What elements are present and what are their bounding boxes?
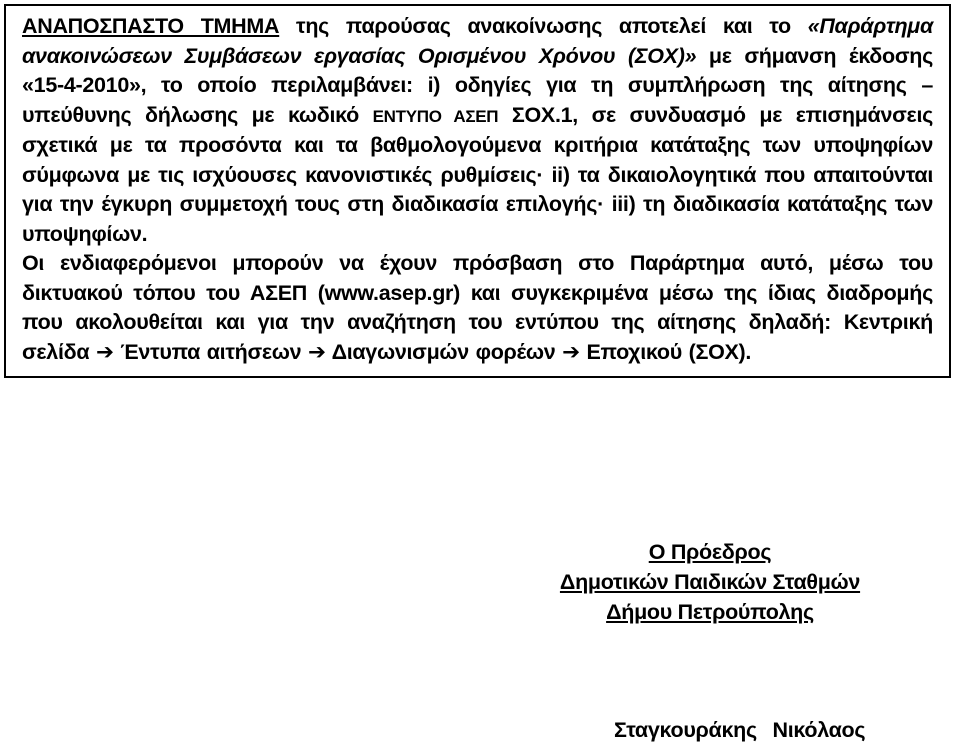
notice-paragraph-2: [22, 249, 933, 367]
path-step-seasonal: Εποχικού (ΣΟΧ).: [579, 339, 752, 364]
path-step-agencies: Διαγωνισμών φορέων: [325, 339, 563, 364]
arrow-right-icon: ➔: [562, 339, 580, 364]
signatory-org-line-2: Δήμου Πετρούπολης: [606, 600, 814, 624]
signatory-role: Ο Πρόεδρος: [648, 540, 772, 564]
paragraph-1-text-c: ΣΟΧ.1, σε συνδυασμό με επισημάνσεις σχετικά με τα προσόντα και τα βαθμολογούμενα κριτήρια κατάταξης των υποψηφίων σύμφωνα με τις ισχύουσες κανονιστικές ρυθμίσεις· ii) τα δικαιολογητικά που απαιτούνται για την έγκυρη συμμετοχή τους στη διαδικασία επιλογής· iii) τη διαδικασία κατάταξης των υποψηφίων.: [22, 102, 933, 246]
form-code: ΕΝΤΥΠΟ ΑΣΕΠ: [372, 106, 499, 126]
signatory-name: Σταγκουράκης Νικόλαος: [614, 718, 866, 742]
notice-box: [4, 4, 951, 378]
signatory-org-line-1: Δημοτικών Παιδικών Σταθμών: [559, 570, 861, 594]
appendix-title: «Παράρτημα ανακοινώσεων Συμβάσεων εργασίας Ορισμένου Χρόνου (ΣΟΧ)»: [22, 14, 933, 68]
arrow-right-icon: ➔: [95, 339, 114, 364]
path-step-forms: Έντυπα αιτήσεων: [113, 339, 308, 364]
signature-block: [520, 537, 900, 627]
paragraph-2-text: Οι ενδιαφερόμενοι μπορούν να έχουν πρόσβαση στο Παράρτημα αυτό, μέσω του δικτυακού τόπου του ΑΣΕΠ (www.asep.gr) και συγκεκριμένα μέσω της ίδιας διαδρομής που ακολουθείται και για την αναζήτηση του εντύπου της αίτησης δηλαδή: Κεντρική σελίδα: [22, 251, 933, 364]
arrow-right-icon: ➔: [307, 339, 326, 364]
detachable-section-heading: ΑΝΑΠΟΣΠΑΣΤΟ ΤΜΗΜΑ: [22, 14, 280, 38]
notice-paragraph-1: [22, 12, 933, 249]
paragraph-1-text-a: της παρούσας ανακοίνωσης αποτελεί και το: [279, 14, 808, 38]
paragraph-1-text-b: με σήμανση έκδοσης «15-4-2010», το οποίο περιλαμβάνει: i) οδηγίες για τη συμπλήρωση της αίτησης – υπεύθυνης δήλωσης με κωδικό: [22, 43, 933, 127]
